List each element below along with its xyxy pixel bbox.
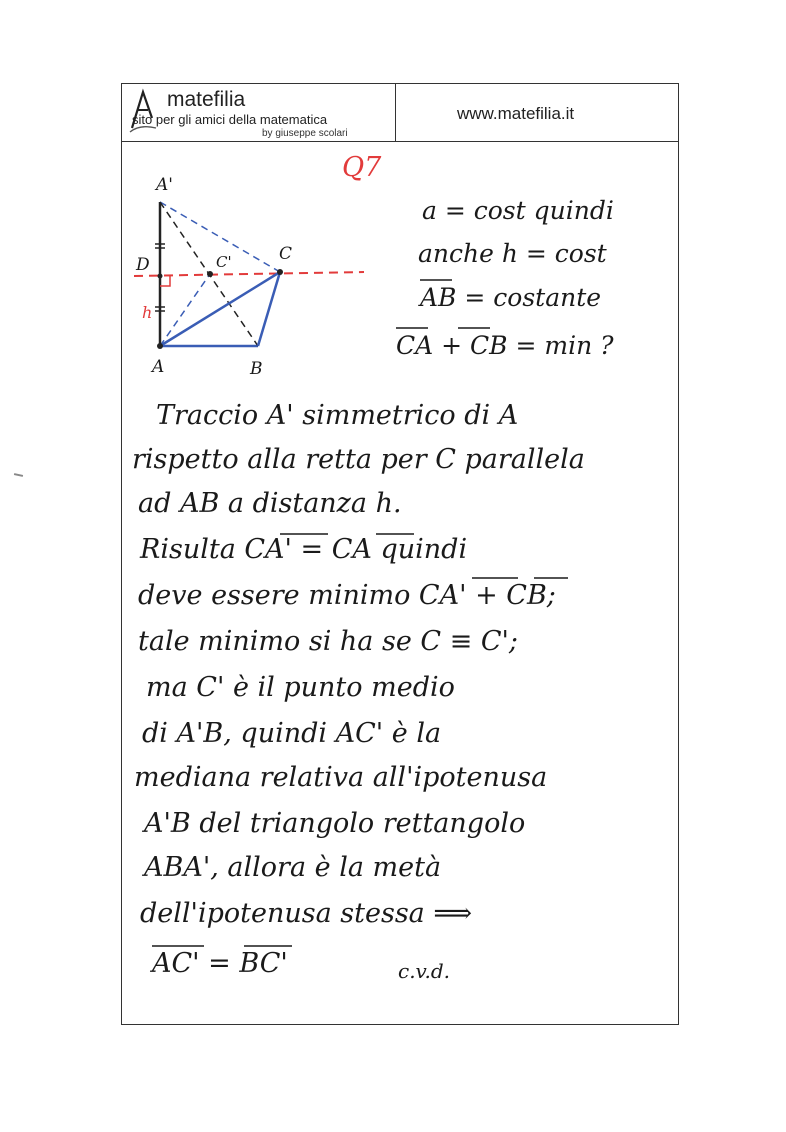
proof-line: ABA', allora è la metà	[144, 852, 442, 883]
geometry-figure	[134, 175, 364, 379]
point-a	[157, 343, 163, 349]
proof-line: ad AB a distanza h.	[138, 488, 402, 519]
proof-line: AC' = BC'	[152, 948, 288, 979]
author: by giuseppe scolari	[262, 128, 348, 139]
proof-line: A'B del triangolo rettangolo	[144, 808, 526, 839]
side-notes	[396, 196, 614, 360]
proof-line: Risulta CA' = CA quindi	[140, 534, 468, 565]
segment-a-c-prime	[160, 274, 210, 346]
conclusion: c.v.d.	[398, 959, 451, 983]
proof-line: ma C' è il punto medio	[146, 672, 455, 703]
handwritten-content	[122, 84, 680, 1026]
proof-line: dell'ipotenusa stessa ⟹	[140, 898, 473, 929]
proof-line: Traccio A' simmetrico di A	[156, 400, 519, 431]
worksheet	[121, 83, 679, 1025]
label-b: B	[250, 359, 263, 379]
label-c-prime: C'	[216, 253, 232, 271]
tagline: sito per gli amici della matematica	[132, 112, 328, 127]
point-c-prime	[207, 271, 213, 277]
proof-line: mediana relativa all'ipotenusa	[134, 762, 548, 793]
label-c: C	[279, 244, 293, 264]
point-d	[158, 274, 163, 279]
brand-name: matefilia	[167, 88, 246, 111]
label-a: A	[152, 357, 165, 377]
site-url: www.matefilia.it	[457, 104, 575, 123]
proof-line: rispetto alla retta per C parallela	[132, 444, 585, 475]
proof-line: tale minimo si ha se C ≡ C';	[138, 626, 519, 657]
note-line: a = cost quindi	[422, 196, 614, 225]
note-line: CA + CB = min ?	[396, 331, 614, 360]
note-line: AB = costante	[420, 283, 602, 312]
stray-mark	[14, 473, 23, 477]
parallel-line	[134, 272, 364, 276]
proof-line: deve essere minimo CA' + CB;	[138, 580, 556, 611]
proof-text	[132, 400, 585, 983]
point-c	[277, 269, 283, 275]
note-line: anche h = cost	[418, 239, 607, 268]
question-label: Q7	[342, 152, 382, 183]
label-d: D	[136, 255, 150, 275]
label-a-prime: A'	[156, 175, 173, 195]
label-h: h	[142, 303, 153, 322]
proof-line: di A'B, quindi AC' è la	[142, 718, 442, 749]
